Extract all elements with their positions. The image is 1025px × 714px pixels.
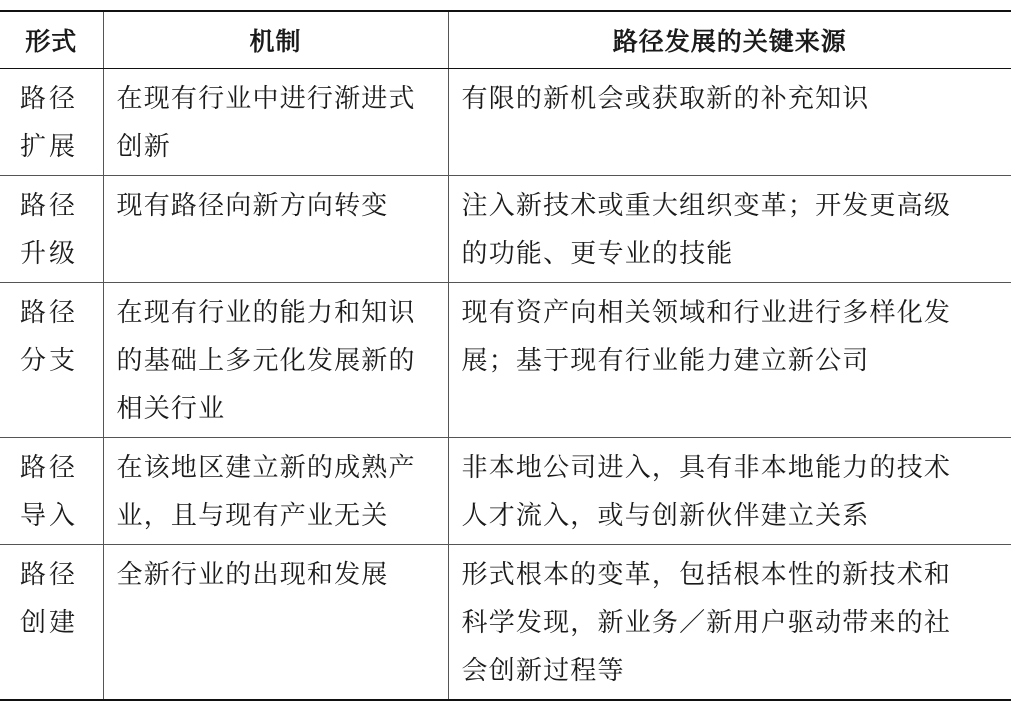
mechanism-line: 业，且与现有产业无关 xyxy=(116,501,389,531)
form-line: 路径 xyxy=(20,453,79,483)
source-line: 现有资产向相关领域和行业进行多样化发 xyxy=(461,298,952,328)
form-line: 分支 xyxy=(20,346,79,376)
form-cell xyxy=(0,283,103,438)
mechanism-line: 全新行业的出现和发展 xyxy=(116,560,389,590)
form-line: 导入 xyxy=(20,501,79,531)
source-cell xyxy=(448,69,1011,176)
mechanism-line: 在现有行业中进行渐进式 xyxy=(116,84,416,114)
header-key-source: 路径发展的关键来源 xyxy=(448,11,1011,69)
mechanism-cell xyxy=(103,176,448,283)
source-cell xyxy=(448,283,1011,438)
source-line: 的功能、更专业的技能 xyxy=(461,239,734,269)
source-cell xyxy=(448,438,1011,545)
source-line: 会创新过程等 xyxy=(461,656,625,686)
mechanism-cell xyxy=(103,545,448,701)
source-line: 形式根本的变革，包括根本性的新技术和 xyxy=(461,560,952,590)
mechanism-cell xyxy=(103,438,448,545)
source-line: 非本地公司进入，具有非本地能力的技术 xyxy=(461,453,952,483)
form-line: 扩展 xyxy=(20,132,79,162)
source-line: 展；基于现有行业能力建立新公司 xyxy=(461,346,870,376)
mechanism-line: 相关行业 xyxy=(116,394,226,424)
form-cell xyxy=(0,438,103,545)
header-form: 形式 xyxy=(0,11,103,69)
form-cell xyxy=(0,176,103,283)
source-cell xyxy=(448,545,1011,701)
form-line: 创建 xyxy=(20,608,79,638)
table-row xyxy=(0,69,1011,176)
source-line: 科学发现，新业务／新用户驱动带来的社 xyxy=(461,608,952,638)
form-cell xyxy=(0,69,103,176)
table-row xyxy=(0,283,1011,438)
mechanism-line: 在该地区建立新的成熟产 xyxy=(116,453,416,483)
source-line: 人才流入，或与创新伙伴建立关系 xyxy=(461,501,870,531)
mechanism-cell xyxy=(103,69,448,176)
form-line: 路径 xyxy=(20,298,79,328)
form-line: 路径 xyxy=(20,191,79,221)
table-row xyxy=(0,545,1011,701)
header-mechanism: 机制 xyxy=(103,11,448,69)
mechanism-cell xyxy=(103,283,448,438)
form-line: 路径 xyxy=(20,84,79,114)
form-cell xyxy=(0,545,103,701)
source-line: 注入新技术或重大组织变革；开发更高级 xyxy=(461,191,952,221)
form-line: 路径 xyxy=(20,560,79,590)
mechanism-line: 在现有行业的能力和知识 xyxy=(116,298,416,328)
mechanism-line: 现有路径向新方向转变 xyxy=(116,191,389,221)
source-cell xyxy=(448,176,1011,283)
table-row xyxy=(0,176,1011,283)
mechanism-line: 的基础上多元化发展新的 xyxy=(116,346,416,376)
mechanism-line: 创新 xyxy=(116,132,171,162)
table-row xyxy=(0,438,1011,545)
path-development-table xyxy=(0,10,1011,701)
source-line: 有限的新机会或获取新的补充知识 xyxy=(461,84,870,114)
form-line: 升级 xyxy=(20,239,79,269)
table-header-row xyxy=(0,11,1011,69)
